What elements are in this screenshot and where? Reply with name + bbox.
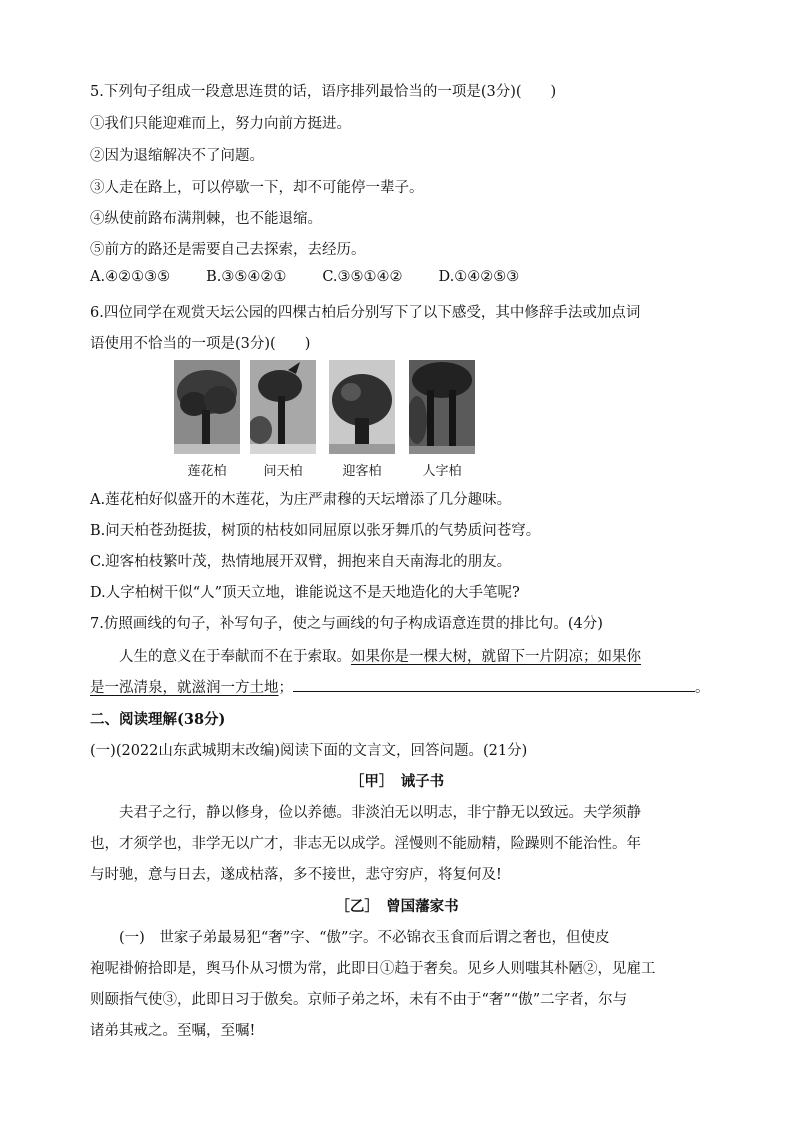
q7-plain-sentence: 人生的意义在于奉献而不在于索取。 xyxy=(119,649,351,665)
jia-line-2: 也，才须学也，非学无以广才，非志无以成学。淫慢则不能励精，险躁则不能治性。年 xyxy=(90,836,641,852)
q5-options xyxy=(90,269,555,285)
q5-sentence-1: ①我们只能迎难而上，努力向前方挺进。 xyxy=(90,116,351,132)
q5-sentence-4: ④纵使前路布满荆棘，也不能退缩。 xyxy=(90,211,322,227)
q6-option-d: D.人字柏树干似“人”顶天立地，谁能说这不是天地造化的大手笔呢? xyxy=(90,585,520,601)
caption-asking-heaven-cypress: 问天柏 xyxy=(263,464,303,479)
q7-period: 。 xyxy=(695,680,710,696)
asking-heaven-cypress-photo xyxy=(250,360,316,454)
q7-stem: 7.仿照画线的句子，补写句子，使之与画线的句子构成语意连贯的排比句。(4分) xyxy=(90,616,603,632)
yi-title: ［乙］ 曾国藩家书 xyxy=(335,898,459,915)
q5-option-b: B.③⑤④②① xyxy=(206,269,287,285)
q5-option-a: A.④②①③⑤ xyxy=(90,269,171,285)
jia-line-1: 夫君子之行，静以修身，俭以养德。非淡泊无以明志，非宁静无以致远。夫学须静 xyxy=(119,805,641,821)
q6-stem-line2: 语使用不恰当的一项是(3分)( ) xyxy=(90,336,311,352)
q5-sentence-5: ⑤前方的路还是需要自己去探索，去经历。 xyxy=(90,242,366,258)
q5-option-c: C.③⑤①④② xyxy=(322,269,403,285)
q5-stem: 5.下列句子组成一段意思连贯的话，语序排列最恰当的一项是(3分)( ) xyxy=(90,84,557,100)
q6-stem-line1: 6.四位同学在观赏天坛公园的四棵古柏后分别写下了以下感受，其中修辞手法或加点词 xyxy=(90,305,641,321)
q5-option-d: D.①④②⑤③ xyxy=(438,269,520,285)
jia-line-3: 与时驰，意与日去，遂成枯落，多不接世，悲守穷庐，将复何及! xyxy=(90,867,502,883)
q5-sentence-3: ③人走在路上，可以停歇一下，却不可能停一辈子。 xyxy=(90,180,424,196)
caption-welcome-cypress: 迎客柏 xyxy=(342,464,382,479)
q6-option-c: C.迎客柏枝繁叶茂，热情地展开双臂，拥抱来自天南海北的朋友。 xyxy=(90,554,512,570)
q7-answer-blank[interactable] xyxy=(293,677,695,692)
q7-underlined-2: 是一泓清泉，就滋润一方土地 xyxy=(90,680,279,696)
q5-sentence-2: ②因为退缩解决不了问题。 xyxy=(90,148,264,164)
yi-line-3: 则颐指气使③，此即日习于傲矣。京师子弟之坏，未有不由于“奢”“傲”二字者，尔与 xyxy=(90,992,628,1008)
section2-sub1: (一)(2022山东武城期末改编)阅读下面的文言文，回答问题。(21分) xyxy=(90,743,528,759)
q7-prompt-line1 xyxy=(90,645,641,666)
section2-title: 二、阅读理解(38分) xyxy=(90,711,226,728)
q7-underlined-1: 如果你是一棵大树，就留下一片阴凉；如果你 xyxy=(351,649,641,665)
caption-human-character-cypress: 人字柏 xyxy=(422,464,462,479)
jia-title: ［甲］ 诫子书 xyxy=(349,773,445,790)
q6-option-a: A.莲花柏好似盛开的木莲花，为庄严肃穆的天坛增添了几分趣味。 xyxy=(90,492,512,508)
q6-option-b: B.问天柏苍劲挺拔，树顶的枯枝如同屈原以张牙舞爪的气势质问苍穹。 xyxy=(90,523,541,539)
welcome-cypress-photo xyxy=(329,360,395,454)
caption-lotus-cypress: 莲花柏 xyxy=(187,464,227,479)
yi-line-1: (一) 世家子弟最易犯“奢”字、“傲”字。不必锦衣玉食而后谓之奢也，但使皮 xyxy=(119,930,610,946)
human-character-cypress-photo xyxy=(409,360,475,454)
q7-prompt-line2: 是一泓清泉，就滋润一方土地； 。 xyxy=(90,676,710,697)
lotus-cypress-photo xyxy=(174,360,240,454)
yi-line-2: 袍呢褂俯拾即是，舆马仆从习惯为常，此即日①趋于奢矣。见乡人则嗤其朴陋②，见雇工 xyxy=(90,961,656,977)
yi-line-4: 诸弟其戒之。至嘱，至嘱! xyxy=(90,1023,256,1039)
